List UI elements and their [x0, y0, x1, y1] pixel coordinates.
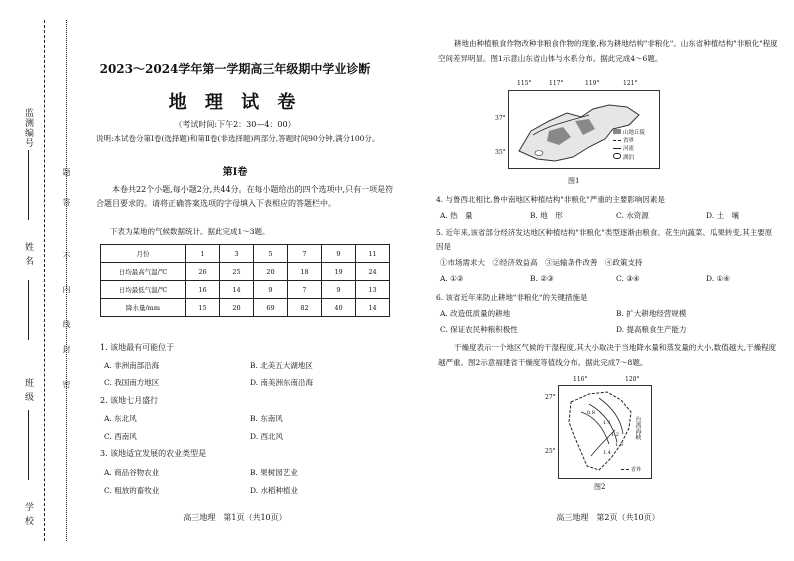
exam-title: 2023～2024学年第一学期高三年级期中学业诊断: [99, 62, 371, 76]
question-stem: 3. 该地适宜发展的农业类型是: [100, 449, 207, 458]
school-label: 学 校: [23, 502, 33, 526]
table-header-row: [101, 245, 390, 263]
table-intro: 下表为某地的气候数据统计。据此完成1～3题。: [110, 227, 270, 236]
isoline-value: 1.2: [611, 432, 619, 438]
answer-option[interactable]: D. 土 壤: [706, 211, 740, 220]
table-cell: 16: [186, 281, 220, 299]
lake-shape: [535, 151, 543, 156]
table-cell: 7: [288, 281, 322, 299]
legend-swatch-mountain: [613, 129, 621, 134]
exam-number-field[interactable]: [28, 150, 29, 220]
latitude-label: 25°: [545, 448, 556, 455]
exam-note: 说明:本试卷分第Ⅰ卷(选择题)和第Ⅱ卷(非选择题)两部分,答题时间90分钟,满分100分。: [96, 134, 380, 143]
class-label: 班 级: [23, 378, 33, 402]
table-header-cell: 7: [288, 245, 322, 263]
sea-label: 台湾海峡: [634, 416, 641, 440]
longitude-label: 117°: [549, 80, 564, 87]
figure-2-map: [545, 376, 652, 479]
table-row-label: 日均最低气温/℃: [101, 281, 186, 299]
longitude-label: 121°: [623, 80, 638, 87]
section-intro: 本卷共22个小题,每小题2分,共44分。在每小题给出的四个选项中,只有一项是符合题目要求的。请将正确答案选项的字母填入下表相应的答题栏中。: [96, 185, 394, 208]
section-title: 第Ⅰ卷: [222, 167, 248, 178]
answer-option[interactable]: A. 非洲南部沿海: [104, 361, 160, 370]
table-cell: 9: [322, 281, 356, 299]
table-header-cell: 月份: [101, 245, 186, 263]
seal-mark: 线: [62, 320, 71, 328]
answer-option[interactable]: D. 提高粮食生产能力: [616, 325, 687, 334]
isoline-value: 1.4: [603, 450, 611, 456]
answer-option[interactable]: D. 南美洲东南沿海: [250, 378, 314, 387]
figure-caption: 图1: [568, 177, 580, 185]
latitude-label: 37°: [495, 115, 506, 122]
legend-swatch-border: [613, 140, 621, 141]
binding-margin: [0, 0, 72, 561]
passage-text: 干燥度表示一个地区气候的干湿程度,其大小取决于当地降水量和蒸发量的大小,数值越大,干燥程度越严重。图2示意福建省干燥度等值线分布。据此完成7～8题。: [438, 343, 777, 367]
table-row: [101, 263, 390, 281]
page-footer: 高三地理 第2页（共10页）: [556, 513, 660, 522]
table-cell: 20: [254, 263, 288, 281]
table-header-cell: 3: [220, 245, 254, 263]
legend-item: 山地丘陵: [613, 129, 645, 137]
answer-option[interactable]: C. 水资源: [616, 211, 649, 220]
question-stem: 2. 该地七月盛行: [100, 396, 159, 405]
answer-option[interactable]: A. 商品谷物农业: [104, 468, 160, 477]
table-cell: 25: [220, 263, 254, 281]
answer-option[interactable]: D. 西北风: [250, 432, 284, 441]
isoline-value: 1.3: [615, 442, 623, 448]
figure-1-map: [495, 80, 660, 169]
table-cell: 14: [356, 299, 390, 317]
legend-swatch-lake: [613, 153, 621, 159]
isoline-value: 0.8: [587, 410, 595, 416]
table-cell: 18: [288, 263, 322, 281]
table-cell: 26: [186, 263, 220, 281]
question-statements: ①市场需求大 ②经济效益高 ③运输条件改善 ④政策支持: [440, 258, 643, 267]
table-cell: 24: [356, 263, 390, 281]
seal-mark: 封: [62, 345, 71, 353]
map-legend: [613, 129, 645, 162]
map-legend: 省界: [621, 466, 641, 473]
longitude-label: 119°: [585, 80, 600, 87]
seal-mark: 密: [62, 380, 71, 388]
legend-item: 湖泊: [613, 153, 645, 162]
answer-option[interactable]: D. 水稻种植业: [250, 486, 299, 495]
seal-mark: 内: [62, 285, 71, 293]
answer-option[interactable]: B. 北美五大湖地区: [250, 361, 313, 370]
table-row-label: 日均最高气温/℃: [101, 263, 186, 281]
answer-option[interactable]: C. 我国南方地区: [104, 378, 160, 387]
question-stem: 5. 近年来,该省部分经济发达地区种植结构"非粮化"类型逐渐由粮食、花生向蔬菜、瓜果转变,其主要原因是: [436, 228, 773, 251]
cut-line: [44, 20, 45, 541]
answer-option[interactable]: A. 改造低质量的耕地: [440, 309, 511, 318]
answer-option[interactable]: B. 地 形: [530, 211, 563, 220]
name-field[interactable]: [28, 280, 29, 340]
table-row: [101, 281, 390, 299]
legend-swatch-border: [621, 469, 629, 470]
figure-caption: 图2: [594, 483, 606, 491]
table-cell: 13: [356, 281, 390, 299]
legend-item: 河流: [613, 145, 645, 153]
seal-line: [66, 20, 67, 541]
question-stem: 6. 该省近年来防止耕地"非粮化"的关键措施是: [436, 293, 588, 302]
legend-swatch-river: [613, 148, 621, 149]
page-footer: 高三地理 第1页（共10页）: [183, 513, 287, 522]
table-header-cell: 9: [322, 245, 356, 263]
longitude-label: 116°: [573, 376, 588, 383]
longitude-label: 115°: [517, 80, 532, 87]
question-stem: 1. 该地最有可能位于: [100, 343, 175, 352]
answer-option[interactable]: B. 东南风: [250, 414, 283, 423]
isoline-value: 1.1: [603, 420, 611, 426]
table-cell: 15: [186, 299, 220, 317]
exam-number-label: 监测编号: [23, 108, 33, 148]
passage-text: 耕地由种植粮食作物改种非粮食作物的现象,称为耕地结构"非粮化"。山东省种植结构"非粮化"程度空间差异明显。图1示意山东省山体与水系分布。据此完成4～6题。: [438, 39, 778, 63]
table-cell: 9: [254, 281, 288, 299]
answer-option[interactable]: B. ②③: [530, 274, 554, 283]
answer-option[interactable]: C. ③④: [616, 274, 640, 283]
exam-time: （考试时间:下午2：30—4：00）: [174, 120, 296, 129]
latitude-label: 35°: [495, 149, 506, 156]
seal-mark: 不: [62, 252, 71, 260]
table-cell: 40: [322, 299, 356, 317]
seal-mark: 题: [62, 168, 71, 176]
answer-option[interactable]: B. 果树园艺业: [250, 468, 298, 477]
answer-option[interactable]: A. 热 量: [440, 211, 473, 220]
answer-option[interactable]: C. 西南风: [104, 432, 137, 441]
table-header-cell: 5: [254, 245, 288, 263]
table-cell: 20: [220, 299, 254, 317]
subject-title: 地 理 试 卷: [168, 92, 302, 113]
climate-table: [100, 244, 390, 317]
answer-option[interactable]: D. ①④: [706, 274, 730, 283]
table-header-cell: 11: [356, 245, 390, 263]
table-header-cell: 1: [186, 245, 220, 263]
answer-option[interactable]: B. 扩大耕地经营规模: [616, 309, 687, 318]
answer-option[interactable]: A. 东北风: [104, 414, 137, 423]
legend-item: 省界: [613, 137, 645, 145]
table-cell: 69: [254, 299, 288, 317]
table-row: [101, 299, 390, 317]
answer-option[interactable]: A. ①②: [440, 274, 464, 283]
answer-option[interactable]: C. 粗放的畜牧业: [104, 486, 160, 495]
table-cell: 82: [288, 299, 322, 317]
longitude-label: 120°: [625, 376, 640, 383]
table-row-label: 降水量/mm: [101, 299, 186, 317]
table-cell: 14: [220, 281, 254, 299]
seal-mark: 答: [62, 198, 71, 206]
class-field[interactable]: [28, 410, 29, 480]
name-label: 姓 名: [23, 242, 33, 266]
answer-option[interactable]: C. 保证农民种粮积极性: [440, 325, 518, 334]
table-cell: 19: [322, 263, 356, 281]
latitude-label: 27°: [545, 394, 556, 401]
question-stem: 4. 与鲁西北相比,鲁中南地区种植结构"非粮化"严重的主要影响因素是: [436, 195, 665, 204]
province-outline: [569, 392, 631, 470]
